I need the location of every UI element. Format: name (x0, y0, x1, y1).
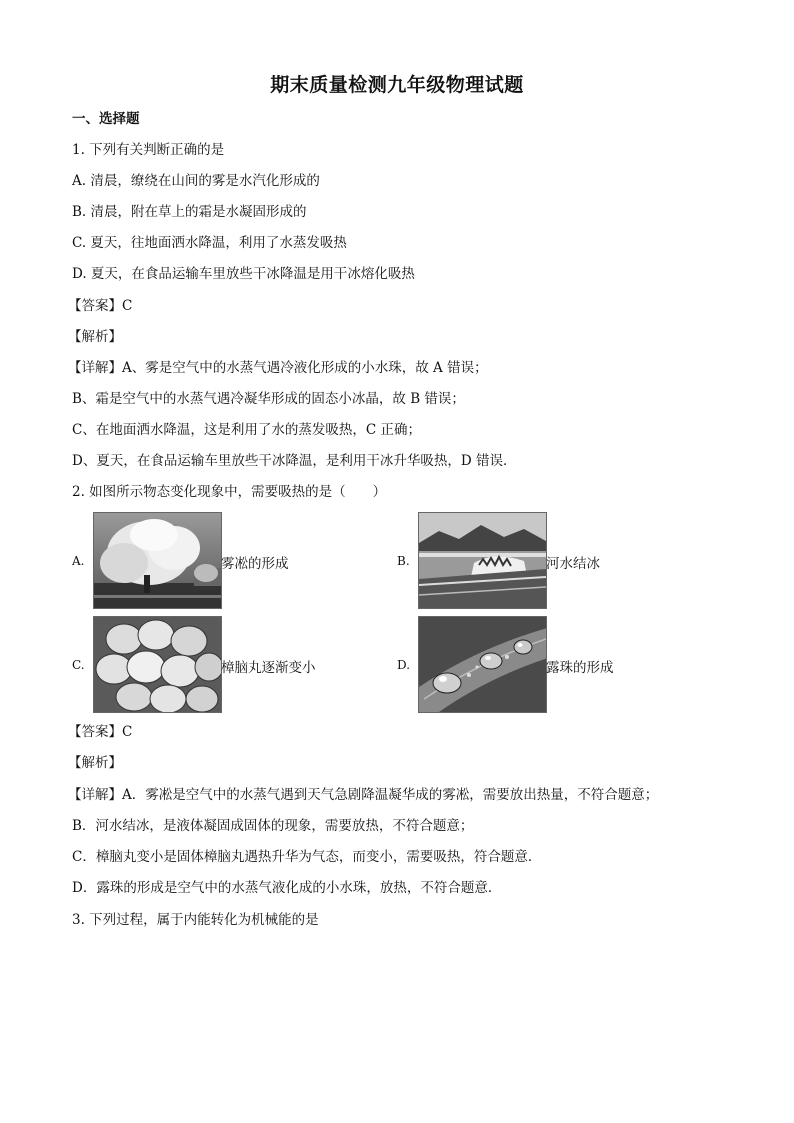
frozen-river-photo-icon (418, 512, 547, 609)
frost-tree-photo-icon (93, 512, 222, 609)
q1-stem: 1. 下列有关判断正确的是 (72, 142, 225, 158)
q3-stem: 3. 下列过程，属于内能转化为机械能的是 (72, 912, 319, 928)
q1-answer: 【答案】C (68, 298, 133, 314)
q2-option-b-letter: B. (397, 554, 410, 568)
q2-option-a-caption: 雾凇的形成 (221, 556, 289, 572)
q2-option-c-letter: C. (72, 658, 85, 672)
q1-option-a: A. 清晨，缭绕在山间的雾是水汽化形成的 (72, 173, 320, 189)
q2-option-d-letter: D. (397, 658, 411, 672)
q2-detail-d: D．露珠的形成是空气中的水蒸气液化成的小水珠，放热，不符合题意． (72, 880, 502, 896)
q2-detail-a: 【详解】A．雾凇是空气中的水蒸气遇到天气急剧降温凝华成的雾凇，需要放出热量，不符合题意； (68, 787, 659, 803)
q1-detail-a: 【详解】A、雾是空气中的水蒸气遇冷液化形成的小水珠，故 A 错误； (68, 360, 488, 376)
q2-detail-c: C．樟脑丸变小是固体樟脑丸遇热升华为气态，而变小，需要吸热，符合题意． (72, 849, 542, 865)
q2-detail-b: B．河水结冰，是液体凝固成固体的现象，需要放热，不符合题意； (72, 818, 474, 834)
q1-detail-b: B、霜是空气中的水蒸气遇冷凝华形成的固态小冰晶，故 B 错误； (72, 391, 465, 407)
q2-analysis: 【解析】 (68, 755, 122, 771)
q2-answer: 【答案】C (68, 724, 133, 740)
page-title: 期末质量检测九年级物理试题 (270, 74, 524, 96)
q2-stem: 2. 如图所示物态变化现象中，需要吸热的是（ ） (72, 484, 387, 500)
q1-option-d: D. 夏天，在食品运输车里放些干冰降温是用干冰熔化吸热 (72, 266, 415, 282)
q1-detail-c: C、在地面洒水降温，这是利用了水的蒸发吸热，C 正确； (72, 422, 421, 438)
q2-option-d-caption: 露珠的形成 (546, 660, 614, 676)
q1-analysis: 【解析】 (68, 329, 122, 345)
q2-option-a-letter: A. (72, 554, 85, 568)
camphor-balls-photo-icon (93, 616, 222, 713)
section-heading: 一、选择题 (72, 111, 140, 127)
q2-option-c-caption: 樟脑丸逐渐变小 (221, 660, 316, 676)
q1-option-c: C. 夏天，往地面洒水降温，利用了水蒸发吸热 (72, 235, 347, 251)
q1-option-b: B. 清晨，附在草上的霜是水凝固形成的 (72, 204, 307, 220)
dew-drops-photo-icon (418, 616, 547, 713)
q1-detail-d: D、夏天，在食品运输车里放些干冰降温，是利用干冰升华吸热，D 错误． (72, 453, 517, 469)
q2-option-b-caption: 河水结冰 (546, 556, 600, 572)
